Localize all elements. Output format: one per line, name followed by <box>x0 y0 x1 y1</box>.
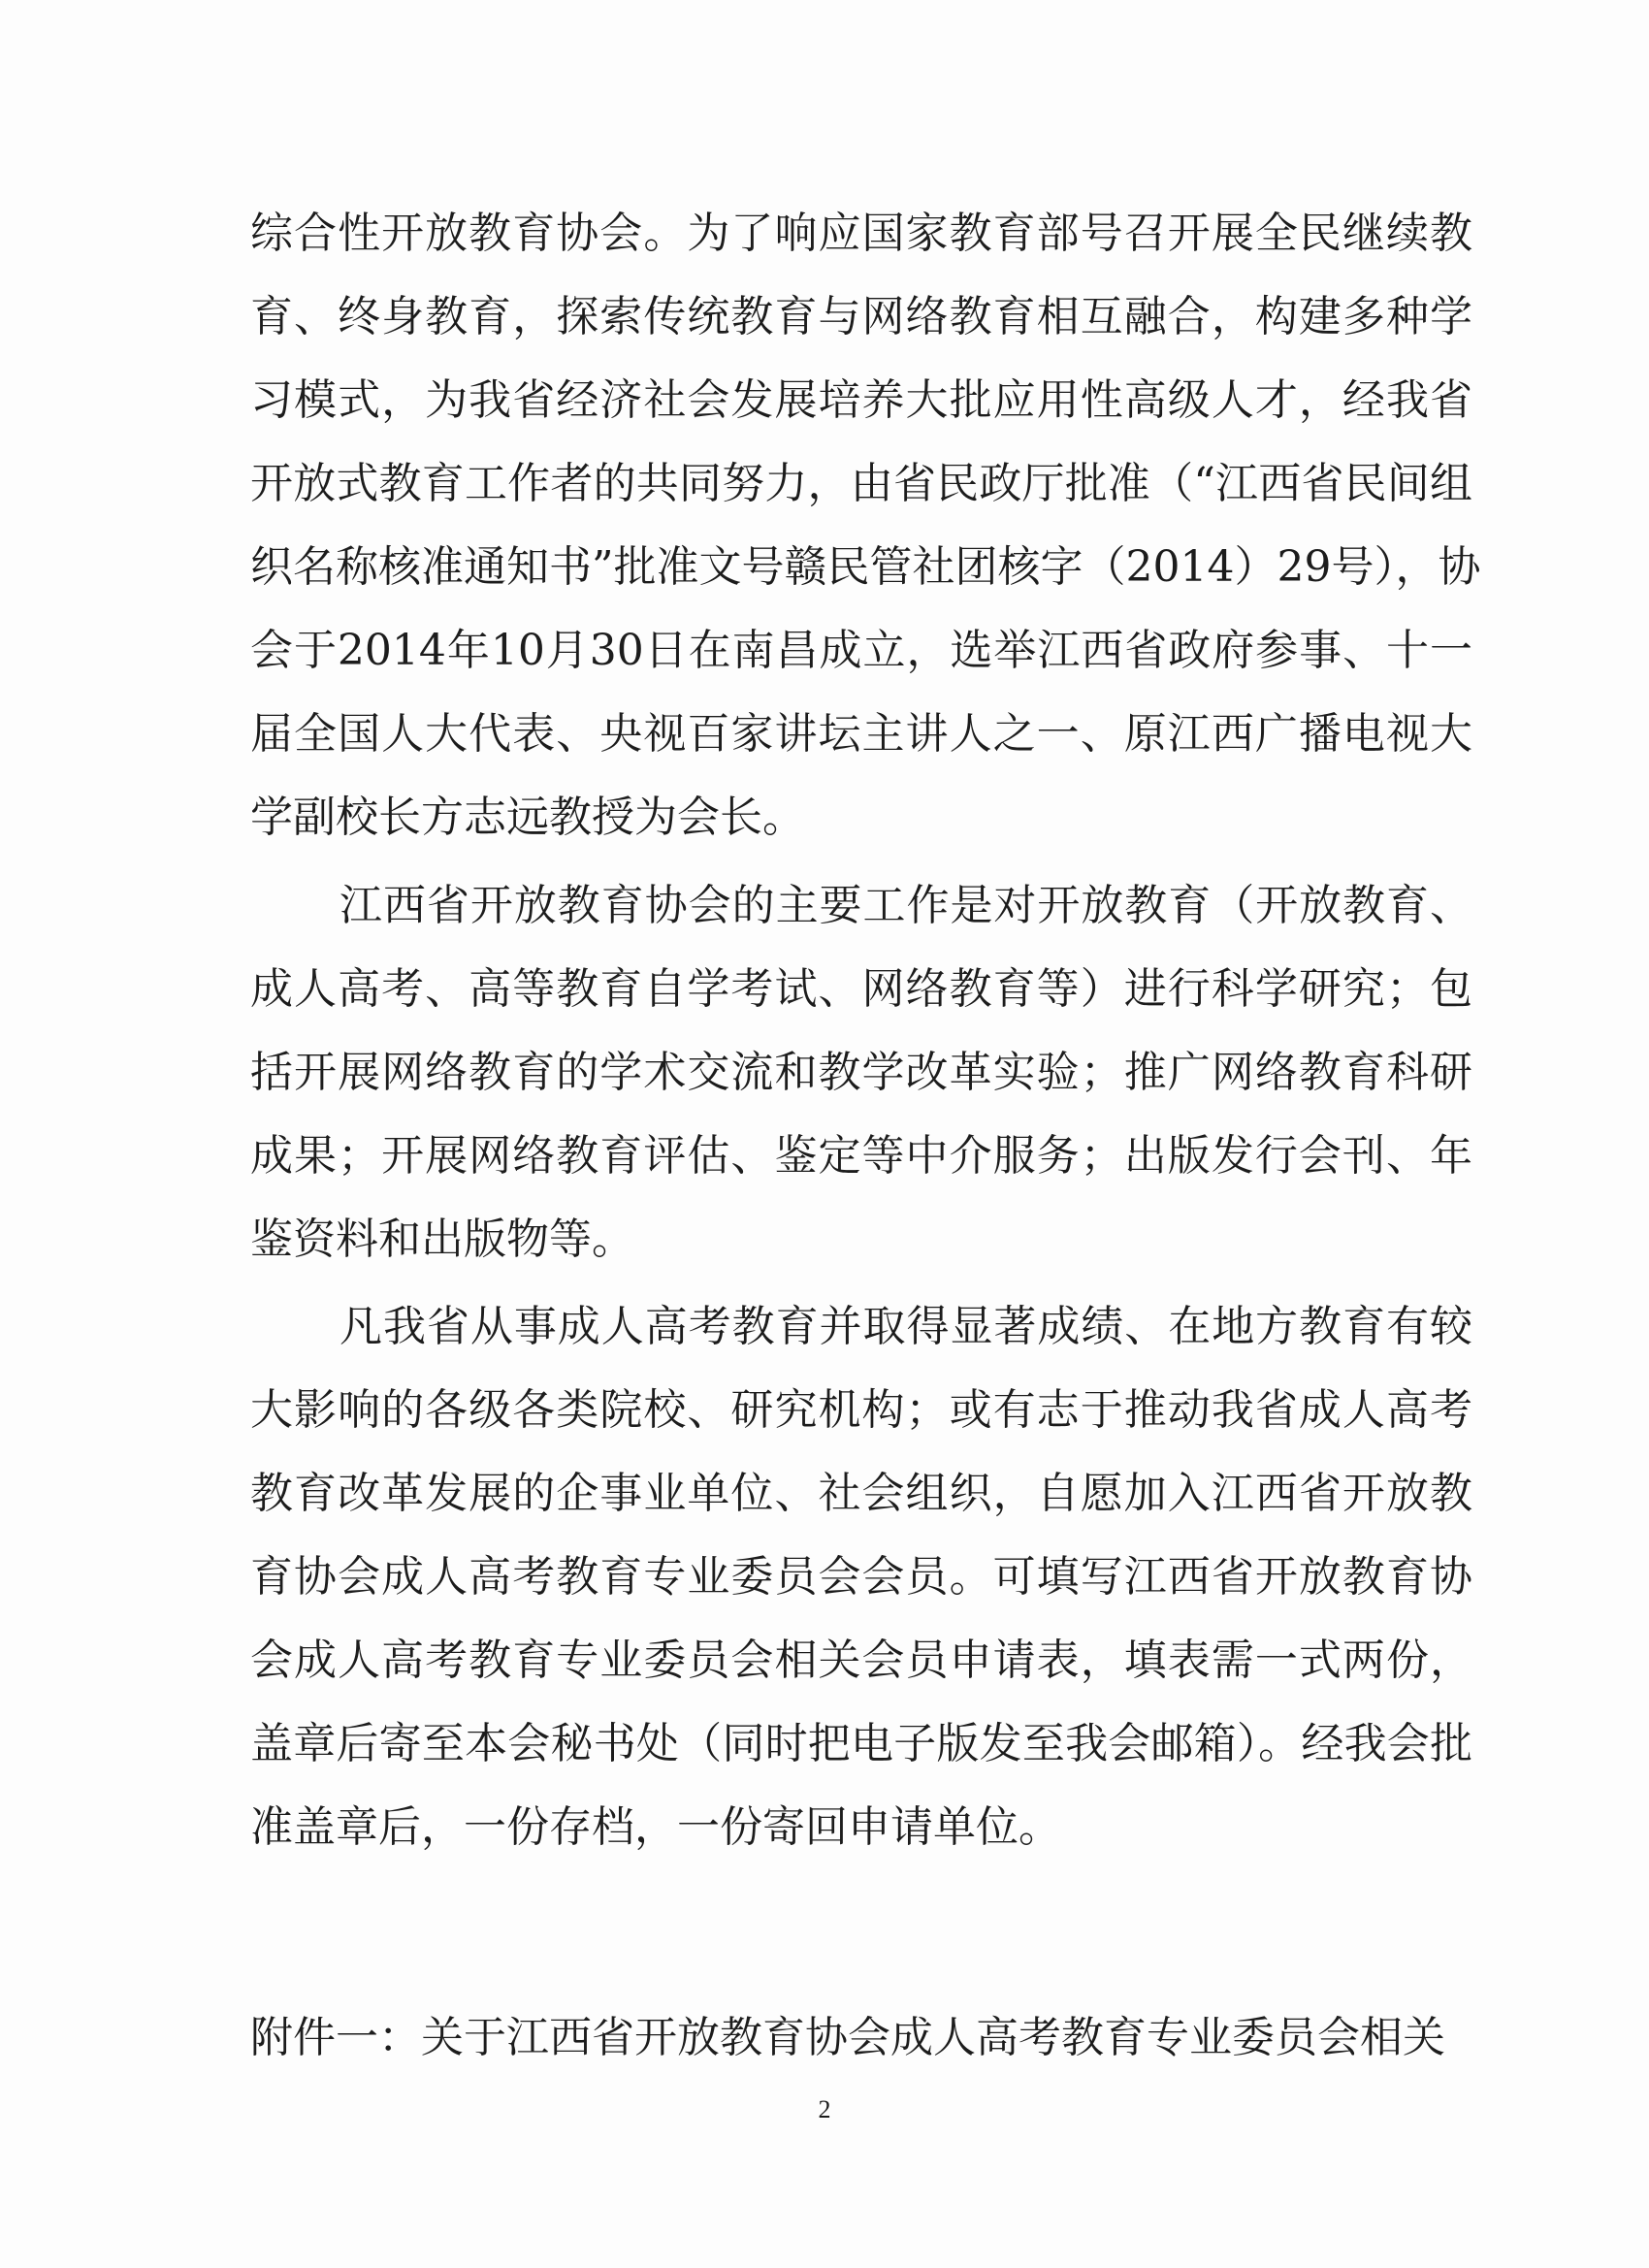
attachment-line: 附件一：关于江西省开放教育协会成人高考教育专业委员会相关 <box>250 2013 1445 2062</box>
text-line: 括开展网络教育的学术交流和教学改革实验；推广网络教育科研 <box>250 1048 1472 1097</box>
text-line: 会于2014年10月30日在南昌成立，选举江西省政府参事、十一 <box>250 626 1472 675</box>
text-line: 育协会成人高考教育专业委员会会员。可填写江西省开放教育协 <box>250 1552 1472 1602</box>
text-line: 准盖章后，一份存档，一份寄回申请单位。 <box>250 1802 1061 1852</box>
text-line: 盖章后寄至本会秘书处（同时把电子版发至我会邮箱）。经我会批 <box>250 1719 1472 1768</box>
text-line: 育、终身教育，探索传统教育与网络教育相互融合，构建多种学 <box>250 292 1472 341</box>
text-line: 会成人高考教育专业委员会相关会员申请表，填表需一式两份， <box>250 1636 1472 1685</box>
text-line: 江西省开放教育协会的主要工作是对开放教育（开放教育、 <box>340 881 1472 930</box>
text-line: 成人高考、高等教育自学考试、网络教育等）进行科学研究；包 <box>250 964 1472 1014</box>
text-line: 大影响的各级各类院校、研究机构；或有志于推动我省成人高考 <box>250 1385 1472 1435</box>
page-number: 2 <box>818 2095 831 2123</box>
paragraph-association-intro <box>250 192 1481 859</box>
text-line: 学副校长方志远教授为会长。 <box>250 793 805 842</box>
text-line: 凡我省从事成人高考教育并取得显著成绩、在地方教育有较 <box>340 1302 1472 1351</box>
text-line: 习模式，为我省经济社会发展培养大批应用性高级人才，经我省 <box>250 375 1472 425</box>
text-line: 鉴资料和出版物等。 <box>250 1215 634 1264</box>
text-line: 成果；开展网络教育评估、鉴定等中介服务；出版发行会刊、年 <box>250 1131 1472 1181</box>
paragraph-attachment <box>250 1996 1472 2080</box>
text-line: 届全国人大代表、央视百家讲坛主讲人之一、原江西广播电视大 <box>250 709 1472 759</box>
paragraph-main-work <box>250 864 1472 1281</box>
text-line: 综合性开放教育协会。为了响应国家教育部号召开展全民继续教 <box>250 209 1472 258</box>
paragraph-membership <box>250 1285 1472 1869</box>
text-line: 织名称核准通知书”批准文号赣民管社团核字（2014）29号），协 <box>250 542 1481 592</box>
text-line: 教育改革发展的企事业单位、社会组织，自愿加入江西省开放教 <box>250 1469 1472 1518</box>
text-line: 开放式教育工作者的共同努力，由省民政厅批准（“江西省民间组 <box>250 459 1472 508</box>
